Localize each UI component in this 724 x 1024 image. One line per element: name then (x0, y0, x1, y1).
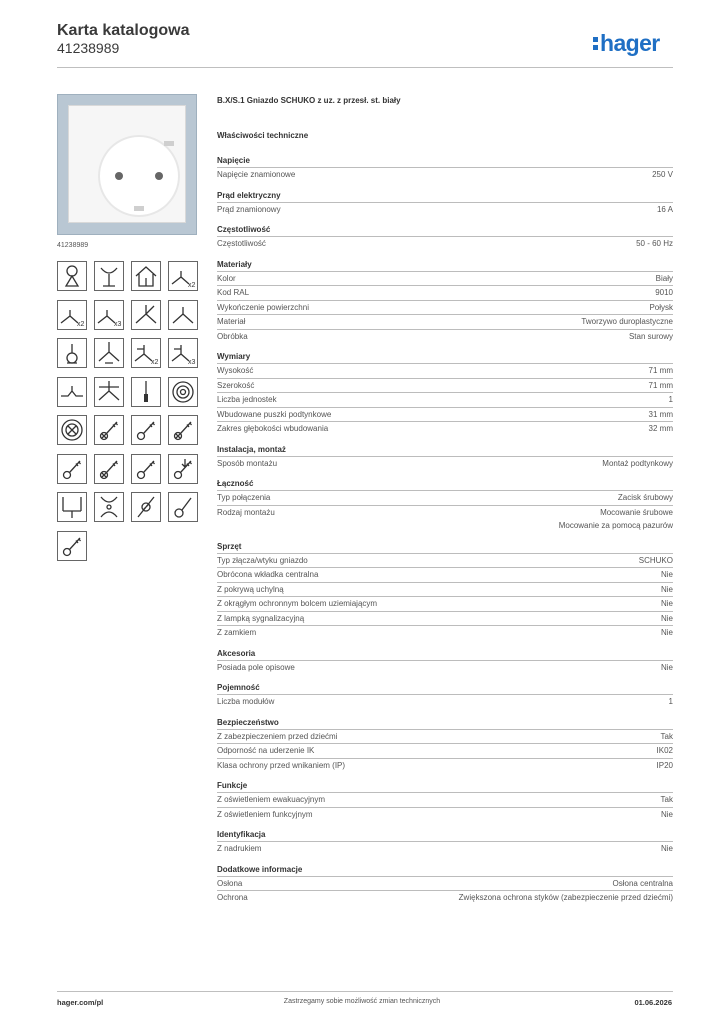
spec-value-line: IP20 (656, 760, 673, 770)
spec-label: Obróbka (217, 331, 248, 341)
spec-row (217, 392, 673, 407)
spec-section (217, 542, 673, 640)
spec-value-line: 32 mm (648, 424, 673, 433)
logo-mark-icon (593, 34, 598, 50)
two-pole-socket-icon (57, 492, 87, 522)
spec-label: Typ złącza/wtyku gniazdo (217, 555, 308, 565)
spec-label: Typ połączenia (217, 493, 271, 502)
section-title: Funkcje (217, 781, 248, 790)
spec-value-line: 71 mm (648, 380, 673, 390)
spec-row (217, 625, 673, 640)
spec-value (649, 364, 673, 378)
section-title: Sprzęt (217, 541, 242, 551)
spec-section (217, 191, 673, 217)
svg-text:x2: x2 (188, 282, 196, 289)
spec-label: Z lampką sygnalizacyjną (217, 613, 305, 623)
key-switch-x-small-icon (168, 415, 198, 445)
spec-value-line: Nie (660, 613, 673, 623)
spec-row (217, 876, 673, 891)
spec-label: Z oświetleniem funkcyjnym (217, 809, 313, 819)
spec-value-line: 31 mm (648, 409, 673, 419)
spec-value (655, 286, 673, 300)
section-title: Wymiary (217, 352, 251, 361)
spec-value-line: Połysk (649, 302, 673, 312)
switch-circle-icon (131, 492, 161, 522)
svg-text:x2: x2 (151, 359, 159, 366)
protected-socket-icon (57, 338, 87, 368)
double-switch-icon (94, 492, 124, 522)
spec-section (217, 781, 673, 821)
spec-row (217, 841, 673, 856)
spec-value-line: Tak (660, 731, 673, 741)
spec-label: Z nadrukiem (217, 844, 262, 853)
spec-value-line: Tak (660, 795, 673, 804)
footer-date: 01.06.2026 (634, 998, 672, 1007)
spec-value (581, 315, 673, 329)
spec-row (217, 285, 673, 300)
spec-label: Odporność na uderzenie IK (217, 746, 315, 755)
spec-row (217, 421, 673, 436)
spec-value-line: Tworzywo duroplastyczne (581, 317, 673, 326)
properties-heading: Właściwości techniczne (217, 131, 309, 140)
socket-line-icon (57, 377, 87, 407)
spec-value-line: Biały (655, 273, 673, 283)
spec-row (217, 300, 673, 315)
spec-value (649, 301, 673, 315)
spec-table (217, 156, 673, 914)
switch-socket-icon (131, 300, 161, 330)
section-title: Częstotliwość (217, 225, 271, 234)
section-title: Bezpieczeństwo (217, 717, 279, 727)
spec-value (657, 744, 673, 758)
spec-section (217, 830, 673, 856)
spec-row (217, 743, 673, 758)
spec-section (217, 649, 673, 675)
spec-row (217, 505, 673, 533)
section-title: Instalacja, montaż (217, 444, 286, 454)
section-title: Napięcie (217, 156, 250, 165)
spec-value-line: SCHUKO (638, 555, 673, 565)
spec-value-line: Nie (660, 570, 673, 579)
spec-value (661, 793, 673, 807)
spec-label: Szerokość (217, 380, 255, 390)
spec-row (217, 694, 673, 709)
spec-row (217, 167, 673, 182)
socket-earth-icon (94, 338, 124, 368)
spec-row (217, 407, 673, 422)
spec-value (661, 808, 673, 822)
spec-value (657, 759, 673, 773)
spec-value (639, 554, 673, 568)
footer-website[interactable]: hager.com/pl (57, 998, 104, 1007)
spec-value-line: Nie (660, 599, 673, 608)
svg-text:x3: x3 (188, 359, 196, 366)
spec-value-line: 1 (668, 697, 673, 706)
spec-row (217, 611, 673, 626)
key-switch-double-icon (57, 454, 87, 484)
spec-value (649, 422, 673, 436)
key-switch-x-alt-icon (94, 454, 124, 484)
spec-value-line: 9010 (655, 288, 673, 297)
spec-row (217, 890, 673, 905)
spec-section (217, 445, 673, 471)
spec-section (217, 260, 673, 344)
key-switch-x-icon (94, 415, 124, 445)
socket-x3-icon (94, 300, 124, 330)
spec-value-line: Nie (660, 628, 673, 637)
spec-value (661, 568, 673, 582)
spec-value (559, 506, 673, 533)
spec-value (656, 272, 673, 286)
spec-value-line: Osłona centralna (612, 878, 673, 888)
socket-face (98, 135, 180, 217)
spec-value-line: Nie (660, 809, 673, 819)
spec-value (669, 393, 673, 407)
spec-label: Kod RAL (217, 288, 250, 297)
product-image (57, 94, 197, 235)
spec-label: Liczba modułów (217, 697, 275, 706)
tee-icon (94, 261, 124, 291)
spec-value (649, 408, 673, 422)
header-divider (57, 67, 673, 68)
spec-label: Liczba jednostek (217, 395, 277, 404)
spec-value-line: Mocowanie za pomocą pazurów (558, 521, 673, 530)
spec-label: Częstotliwość (217, 239, 266, 248)
spec-value (661, 583, 673, 597)
spec-value-line: IK02 (656, 746, 673, 755)
spec-section (217, 479, 673, 533)
circled-x-icon (57, 415, 87, 445)
spec-label: Z okrągłym ochronnym bolcem uziemiającym (217, 599, 378, 608)
spec-label: Posiada pole opisowe (217, 662, 295, 672)
spec-label: Ochrona (217, 893, 248, 902)
spec-row (217, 553, 673, 568)
product-name: B.X/S.1 Gniazdo SCHUKO z uz. z przesł. st. biały (217, 96, 401, 105)
spec-value-line: Nie (660, 662, 673, 672)
image-caption: 41238989 (57, 242, 89, 249)
spec-label: Z pokrywą uchylną (217, 584, 284, 594)
spec-value (661, 626, 673, 640)
spec-value (629, 330, 673, 344)
section-title: Dodatkowe informacje (217, 864, 303, 874)
spec-label: Obrócona wkładka centralna (217, 570, 319, 579)
spec-value-line: Zacisk śrubowy (617, 493, 673, 502)
key-switch-tilted-icon (57, 531, 87, 561)
spec-row (217, 596, 673, 611)
section-title: Łączność (217, 479, 254, 488)
page-title: Karta katalogowa (57, 22, 190, 39)
logo-text: hager (600, 30, 660, 56)
spec-value (669, 695, 673, 709)
spec-row (217, 378, 673, 393)
spec-value-line: Montaż podtynkowy (602, 458, 673, 468)
spec-value (661, 730, 673, 744)
spec-row (217, 792, 673, 807)
spec-value (618, 491, 673, 505)
spec-row (217, 271, 673, 286)
socket-x2-outline-icon (57, 300, 87, 330)
spec-label: Napięcie znamionowe (217, 170, 296, 179)
switch-slash-icon (168, 492, 198, 522)
key-switch-arrow-icon (168, 454, 198, 484)
section-title: Pojemność (217, 683, 260, 692)
key-switch-alt-icon (131, 454, 161, 484)
spec-value-line: Mocowanie śrubowe (600, 507, 673, 517)
section-title: Akcesoria (217, 648, 256, 658)
spec-label: Z zabezpieczeniem przed dziećmi (217, 731, 338, 741)
spec-value (649, 379, 673, 393)
spec-value-line: 16 A (656, 204, 673, 214)
spec-row (217, 236, 673, 251)
spec-section (217, 225, 673, 251)
spec-value (661, 842, 673, 856)
spec-value (602, 457, 673, 471)
spec-label: Z zamkiem (217, 628, 257, 637)
spec-label: Materiał (217, 317, 246, 326)
spec-section (217, 718, 673, 773)
spec-value (652, 168, 673, 182)
socket-earth-ground-icon (94, 377, 124, 407)
spec-row (217, 314, 673, 329)
svg-text:x2: x2 (77, 320, 85, 328)
push-button-icon (131, 377, 161, 407)
spec-row (217, 490, 673, 505)
spec-value-line: 71 mm (648, 366, 673, 375)
spec-value (661, 612, 673, 626)
spec-section (217, 352, 673, 436)
spec-value (459, 891, 673, 905)
spec-label: Prąd znamionowy (217, 204, 281, 214)
spec-label: Kolor (217, 273, 236, 283)
house-icon (131, 261, 161, 291)
hager-logo (593, 30, 660, 57)
spec-value (657, 203, 673, 217)
spec-value (661, 597, 673, 611)
spec-row (217, 456, 673, 471)
spec-row (217, 567, 673, 582)
spec-label: Osłona (217, 878, 243, 888)
spec-value-line: Stan surowy (628, 331, 673, 341)
socket-symbol-icon (168, 300, 198, 330)
spec-value-line: 50 - 60 Hz (636, 239, 673, 248)
section-title: Materiały (217, 259, 252, 269)
spec-value-line: Zwiększona ochrona styków (zabezpieczenie przed dziećmi) (458, 893, 673, 902)
spec-section (217, 156, 673, 182)
spec-label: Klasa ochrony przed wnikaniem (IP) (217, 760, 346, 770)
spec-row (217, 729, 673, 744)
spec-value (636, 237, 673, 251)
spec-label: Z oświetleniem ewakuacyjnym (217, 795, 326, 804)
section-title: Prąd elektryczny (217, 190, 281, 200)
spec-label: Sposób montażu (217, 458, 278, 468)
spec-value-line: Nie (660, 844, 673, 853)
spec-value (613, 877, 673, 891)
spec-label: Wysokość (217, 366, 254, 375)
spec-value-line: Nie (660, 584, 673, 594)
spec-label: Wykończenie powierzchni (217, 302, 309, 312)
spec-row (217, 329, 673, 344)
spec-value-line: 1 (668, 395, 673, 404)
spec-label: Wbudowane puszki podtynkowe (217, 409, 332, 419)
svg-text:x3: x3 (114, 320, 122, 328)
spec-label: Rodzaj montażu (217, 507, 275, 517)
socket-plate (68, 105, 186, 223)
spec-row (217, 202, 673, 217)
footer-divider (57, 991, 673, 992)
spec-row (217, 363, 673, 378)
person-icon (57, 261, 87, 291)
socket-x2-icon (168, 261, 198, 291)
article-number: 41238989 (57, 40, 120, 56)
spec-row (217, 758, 673, 773)
footer-note: Zastrzegamy sobie możliwość zmian technicznych (283, 998, 441, 1005)
spec-section (217, 865, 673, 905)
concentric-circles-icon (168, 377, 198, 407)
spec-row (217, 807, 673, 822)
switch-socket-x2-icon (131, 338, 161, 368)
section-title: Identyfikacja (217, 830, 266, 839)
key-switch-icon (131, 415, 161, 445)
spec-section (217, 683, 673, 709)
spec-label: Zakres głębokości wbudowania (217, 424, 329, 433)
spec-value-line: 250 V (652, 170, 673, 179)
spec-row (217, 660, 673, 675)
switch-socket-x3-icon (168, 338, 198, 368)
spec-row (217, 582, 673, 597)
spec-value (661, 661, 673, 675)
